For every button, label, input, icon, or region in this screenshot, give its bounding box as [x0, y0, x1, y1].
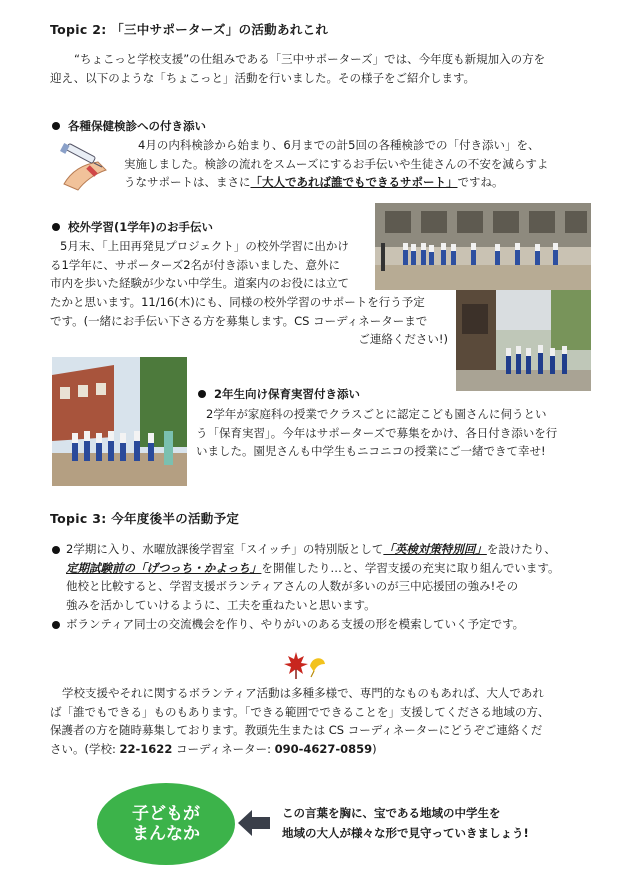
english-exam-session: 「英検対策特別回」: [383, 542, 487, 556]
nursery-photo: [52, 357, 187, 486]
item3-heading: [198, 385, 360, 404]
item3-heading-text: 2年生向け保育実習付き添い: [214, 387, 361, 401]
slogan-line1: 子どもが: [132, 803, 200, 824]
item2-line6: ご連絡ください!): [358, 332, 448, 347]
slogan-badge: [97, 783, 235, 865]
coordinator-phone: 090-4627-0859: [274, 741, 373, 756]
slogan-line2: まんなか: [132, 824, 200, 844]
closing-line4: さい。(学校: 22-1622 コーディネーター: 090-4627-0859): [50, 741, 377, 756]
item1-line1: 4月の内科検診から始まり、6月までの計5回の各種検診での「付き添い」を、: [138, 138, 540, 152]
item2-heading-text: 校外学習(1学年)のお手伝い: [68, 220, 214, 234]
topic3-title: Topic 3: 今年度後半の活動予定: [50, 511, 240, 526]
topic3-b1-line3: 他校と比較すると、学習支援ボランティアさんの人数が多いのが三中応援団の強み!その: [66, 579, 519, 594]
bullet-icon: [198, 390, 206, 398]
bullet-icon: [52, 223, 60, 231]
item2-line1: 5月末、「上田再発見プロジェクト」の校外学習に出かけ: [60, 239, 349, 253]
item2-heading: [52, 218, 213, 237]
autumn-leaves-icon: [284, 650, 326, 680]
left-arrow-icon: [238, 810, 270, 836]
topic3-b2-line1: ボランティア同士の交流機会を作り、やりがいのある支援の形を模索していく予定です。: [66, 616, 525, 631]
bullet-icon: [52, 546, 60, 554]
topic3-bullet2: [52, 615, 600, 634]
closing-line3: 保護者の方を随時募集しております。教頭先生または CS コーディネーターにどうぞご連絡くだ: [50, 723, 543, 738]
item1-line2: 実施しました。検診の流れをスムーズにするお手伝いや生徒さんの不安を減らすよ: [124, 156, 549, 171]
topic3-b1-line2: 定期試験前の「げつっち・かよっち」を開催したり…と、学習支援の充実に取り組んでいます。: [66, 560, 560, 575]
item3-line2: う「保育実習」。今年はサポーターズで募集をかけ、各日付き添いを行: [196, 425, 558, 440]
footer-message-line1: この言葉を胸に、宝である地域の中学生を: [282, 806, 501, 820]
field-trip-photo-2: [456, 290, 591, 391]
footer-message-line2: 地域の大人が様々な形で見守っていきましょう!: [282, 826, 529, 841]
item1-line3: うなサポートは、まさに「大人であれば誰でもできるサポート」ですね。: [124, 175, 504, 190]
closing-paragraph: [50, 684, 598, 759]
topic2-intro-line2: 迎え、以下のような「ちょこっと」活動を行いました。その様子をご紹介します。: [50, 70, 476, 85]
item3-body: [196, 405, 596, 461]
school-phone: 22-1622: [119, 741, 173, 756]
topic2-intro-line1: “ちょこっと学校支援”の仕組みである「三中サポーターズ」では、今年度も新規加入の方を: [74, 52, 546, 66]
bullet-icon: [52, 621, 60, 629]
item3-line1: 2学年が家庭科の授業でクラスごとに認定こども園さんに伺うとい: [206, 407, 547, 421]
item1-heading-text: 各種保健検診への付き添い: [68, 119, 206, 133]
topic2-intro: [50, 50, 595, 87]
topic3-list: [52, 540, 600, 633]
syringe-arm-icon: [58, 140, 116, 194]
closing-line2: ば「誰でもできる」ものもあります。「できる範囲でできることを」支援してくださる地域の方、: [50, 704, 550, 719]
bullet-icon: [52, 122, 60, 130]
topic2-title: Topic 2: 「三中サポーターズ」の活動あれこれ: [50, 22, 329, 37]
topic3-b1-line4: 強みを活かしていけるように、工夫を重ねたいと思います。: [66, 597, 376, 612]
item1-body: [124, 136, 594, 192]
item2-line2: る1学年に、サポーターズ2名が付き添いました、意外に: [50, 257, 341, 272]
item1-heading: [52, 117, 206, 136]
pre-exam-session: 定期試験前の「げつっち・かよっち」: [66, 560, 262, 575]
item2-line3: 市内を歩いた経験が少ない中学生。道案内のお役には立て: [50, 276, 349, 291]
footer-message: [282, 803, 529, 843]
topic3-b1-line1: 2学期に入り、水曜放課後学習室「スイッチ」の特別版として「英検対策特別回」を設けたり、: [66, 542, 556, 556]
item2-line4: たかと思います。11/16(木)にも、同様の校外学習のサポートを行う予定: [50, 294, 425, 309]
field-trip-photo-1: [375, 203, 591, 290]
item3-line3: いました。園児さんも中学生もニコニコの授業にご一緒できて幸せ!: [196, 444, 546, 459]
item2-line5: です。(一緒にお手伝い下さる方を募集します。CS コーディネーターまで: [50, 313, 428, 328]
topic3-bullet1: [52, 540, 600, 615]
item1-emphasis: 「大人であれば誰でもできるサポート」: [250, 175, 458, 190]
closing-line1: 学校支援やそれに関するボランティア活動は多種多様で、専門的なものもあれば、大人であれ: [62, 686, 544, 700]
